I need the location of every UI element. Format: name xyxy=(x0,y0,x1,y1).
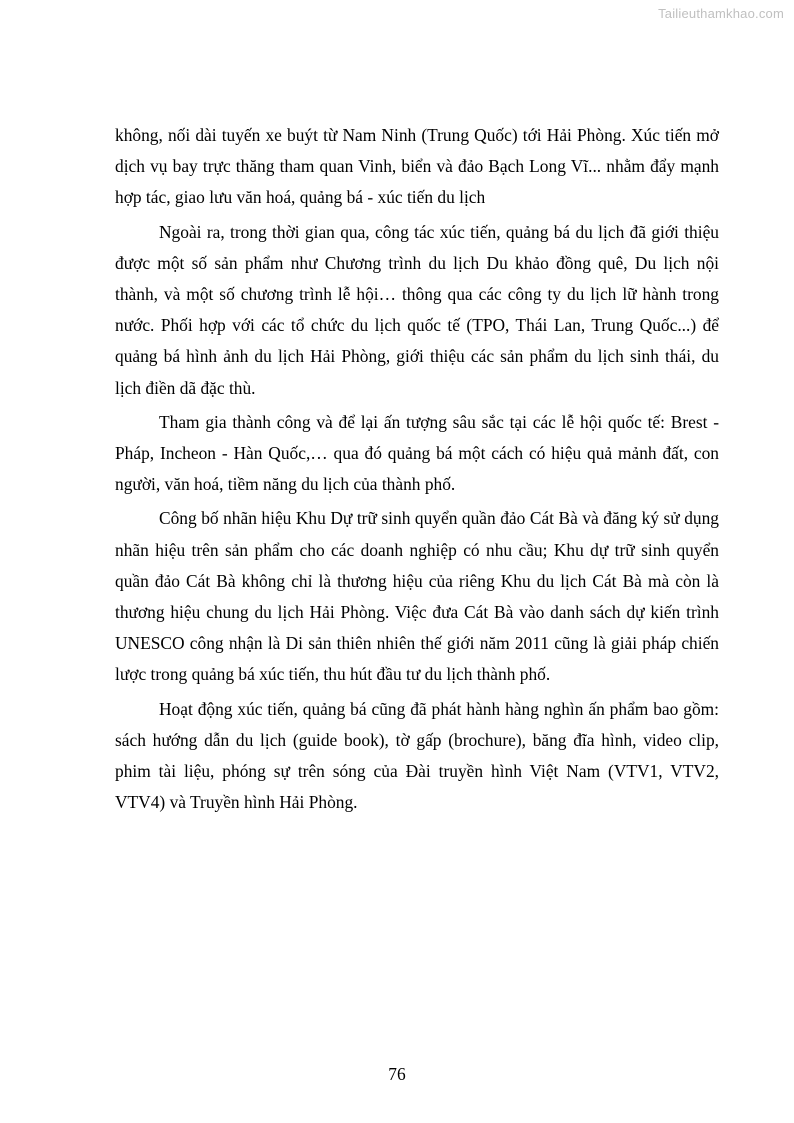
watermark: Tailieuthamkhao.com xyxy=(658,6,784,21)
paragraph-continuation: không, nối dài tuyến xe buýt từ Nam Ninh (Trung Quốc) tới Hải Phòng. Xúc tiến mở dịch vụ bay trực thăng tham quan Vinh, biển và đảo Bạch Long Vĩ... nhằm đẩy mạnh hợp tác, giao lưu văn hoá, quảng bá - xúc tiến du lịch xyxy=(115,125,719,208)
paragraph: Tham gia thành công và để lại ấn tượng sâu sắc tại các lễ hội quốc tế: Brest - Pháp, Incheon - Hàn Quốc,… qua đó quảng bá một cách có hiệu quả mảnh đất, con người, văn hoá, tiềm năng du lịch của thành phố. xyxy=(115,411,719,495)
page-number: 76 xyxy=(388,1064,406,1084)
paragraph: Ngoài ra, trong thời gian qua, công tác xúc tiến, quảng bá du lịch đã giới thiệu được một số sản phẩm như Chương trình du lịch Du khảo đồng quê, Du lịch nội thành, và một số chương trình lễ hội… thông qua các công ty du lịch lữ hành trong nước. Phối hợp với các tổ chức du lịch quốc tế (TPO, Thái Lan, Trung Quốc...) để quảng bá hình ảnh du lịch Hải Phòng, giới thiệu các sản phẩm du lịch sinh thái, du lịch điền dã đặc thù. xyxy=(115,221,719,398)
paragraph: Công bố nhãn hiệu Khu Dự trữ sinh quyển quần đảo Cát Bà và đăng ký sử dụng nhãn hiệu trên sản phẩm cho các doanh nghiệp có nhu cầu; Khu dự trữ sinh quyển quần đảo Cát Bà không chỉ là thương hiệu của riêng Khu du lịch Cát Bà mà còn là thương hiệu chung du lịch Hải Phòng. Việc đưa Cát Bà vào danh sách dự kiến trình UNESCO công nhận là Di sản thiên nhiên thế giới năm 2011 cũng là giải pháp chiến lược trong quảng bá xúc tiến, thu hút đầu tư du lịch thành phố. xyxy=(115,508,719,685)
paragraph: Hoạt động xúc tiến, quảng bá cũng đã phát hành hàng nghìn ấn phẩm bao gồm: sách hướng dẫn du lịch (guide book), tờ gấp (brochure), băng đĩa hình, video clip, phim tài liệu, phóng sự trên sóng của Đài truyền hình Việt Nam (VTV1, VTV2, VTV4) và Truyền hình Hải Phòng. xyxy=(115,698,719,813)
page-body xyxy=(115,120,719,818)
